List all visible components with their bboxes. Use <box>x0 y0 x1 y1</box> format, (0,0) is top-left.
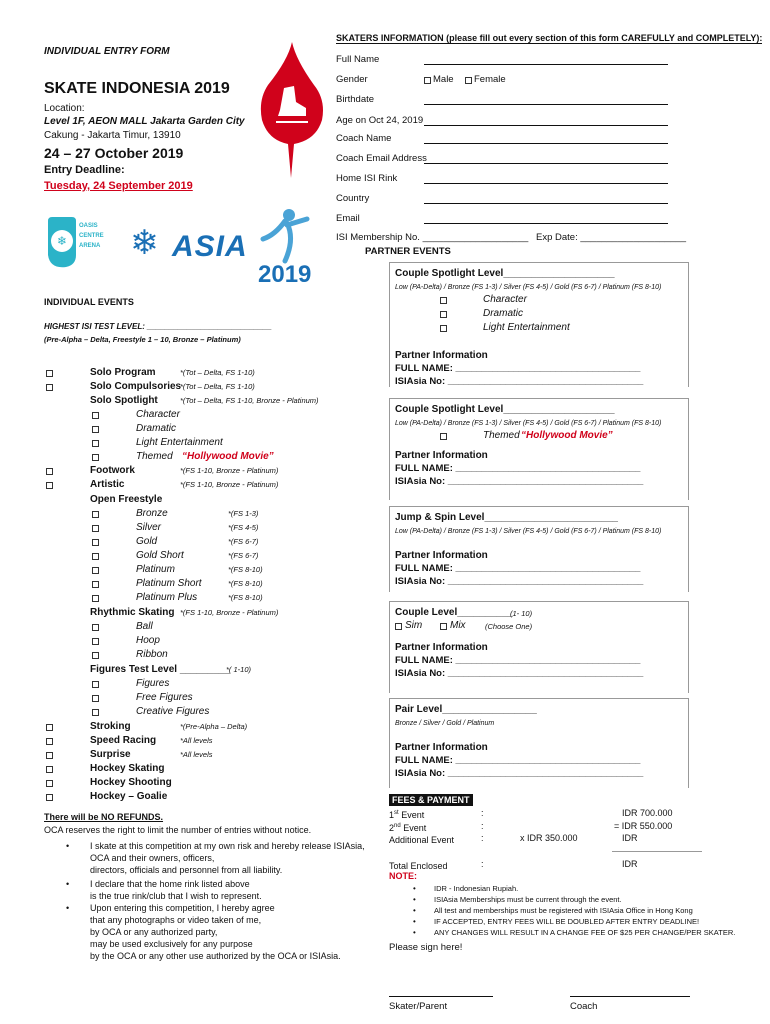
fee-amount: IDR <box>622 833 638 843</box>
event-label: Artistic <box>90 479 125 490</box>
gender-label: Gender <box>336 74 368 85</box>
event-checkbox[interactable] <box>92 681 99 688</box>
event-checkbox[interactable] <box>92 440 99 447</box>
partner-option-checkbox[interactable] <box>440 325 447 332</box>
partner-option-checkbox[interactable] <box>440 297 447 304</box>
event-label: Free Figures <box>136 692 193 703</box>
event-label: Bronze <box>136 508 168 519</box>
female-checkbox[interactable] <box>465 77 472 84</box>
email-label: Email <box>336 213 360 224</box>
snowflake-icon: ❄ <box>130 223 159 263</box>
event-checkbox[interactable] <box>92 539 99 546</box>
oasis-logo <box>44 215 106 270</box>
event-label: Silver <box>136 522 162 533</box>
fee-label-post: Event <box>398 810 425 820</box>
themed-label: Themed <box>483 430 520 441</box>
event-checkbox[interactable] <box>46 738 53 745</box>
event-checkbox[interactable] <box>92 709 99 716</box>
bullet-line: I skate at this competition at my own risk and hereby release ISIAsia, <box>90 841 365 851</box>
event-checkbox[interactable] <box>92 638 99 645</box>
event-note: *( 1-10) <box>226 665 252 674</box>
partner-info-title: Partner Information <box>395 450 488 461</box>
event-note: *(FS 8-10) <box>228 579 263 588</box>
event-label: Ball <box>136 621 153 632</box>
country-label: Country <box>336 193 370 204</box>
partner-box-levels: Low (PA-Delta) / Bronze (FS 1-3) / Silver (FS 4-5) / Gold (FS 6-7) / Platinum (FS 8-10) <box>395 420 662 427</box>
event-label: Solo Spotlight <box>90 395 158 406</box>
event-label: Dramatic <box>136 423 177 434</box>
event-label: Figures <box>136 678 170 689</box>
email-field[interactable] <box>424 223 668 224</box>
event-label: Hoop <box>136 635 160 646</box>
event-note: *All levels <box>180 736 213 745</box>
event-label: Figures Test Level _________ <box>90 664 230 675</box>
home-rink-field[interactable] <box>424 183 668 184</box>
event-label: Light Entertainment <box>136 437 223 448</box>
event-note: *All levels <box>180 750 213 759</box>
event-checkbox[interactable] <box>46 384 53 391</box>
bullet-line: by OCA or any authorized party, <box>90 927 218 937</box>
male-label: Male <box>433 74 454 85</box>
event-checkbox[interactable] <box>92 624 99 631</box>
coach-email-field[interactable] <box>424 163 668 164</box>
event-checkbox[interactable] <box>92 412 99 419</box>
note-label: NOTE: <box>389 871 417 881</box>
skate-drop-logo <box>258 40 326 180</box>
event-checkbox[interactable] <box>92 652 99 659</box>
event-note: *(FS 1-10, Bronze - Platinum) <box>180 608 279 617</box>
couple-level-note: (1- 10) <box>510 609 533 618</box>
country-field[interactable] <box>424 203 668 204</box>
event-note: *(FS 6-7) <box>228 537 259 546</box>
event-note: *(FS 4-5) <box>228 523 259 532</box>
bullet-line: by the OCA or any other use authorized by the OCA or ISIAsia. <box>90 951 341 961</box>
asia-wordmark: ASIA <box>172 230 248 263</box>
event-checkbox[interactable] <box>92 454 99 461</box>
fee-label-main: 2 <box>389 823 395 833</box>
event-checkbox[interactable] <box>46 370 53 377</box>
event-note: *(FS 8-10) <box>228 593 263 602</box>
partner-option-checkbox[interactable] <box>440 311 447 318</box>
partner-info-title: Partner Information <box>395 742 488 753</box>
bullet-line: OCA and their owners, officers, <box>90 853 215 863</box>
partner-full-name-field[interactable]: FULL NAME: ___________________________________ <box>395 363 641 374</box>
isi-asia-logo <box>130 205 325 300</box>
themed-extra: “Hollywood Movie” <box>182 451 274 462</box>
event-dates: 24 – 27 October 2019 <box>44 145 184 161</box>
partner-box-levels: Low (PA-Delta) / Bronze (FS 1-3) / Silver (FS 4-5) / Gold (FS 6-7) / Platinum (FS 8-10) <box>395 284 662 291</box>
sim-checkbox[interactable] <box>395 623 402 630</box>
event-label: Footwork <box>90 465 135 476</box>
event-label: Gold <box>136 536 158 547</box>
fee-note: IDR - Indonesian Rupiah. <box>434 884 519 893</box>
bullet-line: directors, officials and personnel from all liability. <box>90 865 283 875</box>
fee-label-sup: st <box>394 810 399 816</box>
fee-amount: = IDR 550.000 <box>614 821 673 831</box>
note-bullet: • <box>413 884 416 893</box>
bullet-dot: • <box>66 903 70 913</box>
fee-label-main: 1 <box>389 810 395 820</box>
full-name-field[interactable] <box>424 64 668 65</box>
deadline-label: Entry Deadline: <box>44 164 125 176</box>
full-name-label: Full Name <box>336 54 380 65</box>
fee-amount: IDR <box>622 859 638 869</box>
oasis-text-2: CENTRE <box>79 233 104 239</box>
birthdate-label: Birthdate <box>336 94 375 105</box>
coach-signature-line[interactable] <box>570 996 690 997</box>
male-checkbox[interactable] <box>424 77 431 84</box>
mix-checkbox[interactable] <box>440 623 447 630</box>
event-checkbox[interactable] <box>92 426 99 433</box>
fee-colon: : <box>481 833 484 843</box>
themed-extra: “Hollywood Movie” <box>521 430 613 441</box>
partner-info-title: Partner Information <box>395 550 488 561</box>
event-label: Themed <box>136 451 173 462</box>
oasis-text-3: ARENA <box>79 243 101 249</box>
event-label: Gold Short <box>136 550 184 561</box>
event-label: Hockey Shooting <box>90 777 172 788</box>
fee-total-divider <box>612 851 702 852</box>
fee-label-sup: nd <box>394 823 401 829</box>
partner-isiasia-field[interactable]: ISIAsia No: _____________________________________ <box>395 668 644 679</box>
event-note: *(Tot – Delta, FS 1-10) <box>180 382 255 391</box>
event-checkbox[interactable] <box>92 553 99 560</box>
oca-reserves: OCA reserves the right to limit the number of entries without notice. <box>44 825 312 835</box>
fee-colon: : <box>481 859 484 869</box>
event-label: Open Freestyle <box>90 494 163 505</box>
highest-level: HIGHEST ISI TEST LEVEL: ____________________________ <box>44 322 272 331</box>
coach-email-label: Coach Email Address <box>336 153 427 164</box>
partner-full-name-field[interactable]: FULL NAME: ___________________________________ <box>395 755 641 766</box>
bullet-line: is the true rink/club that I wish to represent. <box>90 891 262 901</box>
fee-note: All test and memberships must be registered with ISIAsia Office in Hong Kong <box>434 906 693 915</box>
partner-box-levels: Bronze / Silver / Gold / Platinum <box>395 720 495 727</box>
event-note: *(FS 6-7) <box>228 551 259 560</box>
refunds-notice: There will be NO REFUNDS. <box>44 812 164 822</box>
event-checkbox[interactable] <box>92 581 99 588</box>
fee-colon: : <box>481 821 484 831</box>
event-checkbox[interactable] <box>92 595 99 602</box>
fee-colon: : <box>481 808 484 818</box>
skater-signature-line[interactable] <box>389 996 493 997</box>
event-checkbox[interactable] <box>92 525 99 532</box>
exp-date-label: Exp Date: ____________________ <box>536 232 687 243</box>
event-checkbox[interactable] <box>46 724 53 731</box>
fee-multiplier: x IDR 350.000 <box>520 833 578 843</box>
fees-title: FEES & PAYMENT <box>389 794 473 806</box>
partner-box-title: Couple Spotlight Level____________________ <box>395 404 615 415</box>
partner-events-title: PARTNER EVENTS <box>365 246 451 257</box>
home-rink-label: Home ISI Rink <box>336 173 398 184</box>
event-label: Character <box>136 409 180 420</box>
event-note: *(Tot – Delta, FS 1-10, Bronze - Platinum) <box>180 396 319 405</box>
event-checkbox[interactable] <box>46 468 53 475</box>
partner-info-title: Partner Information <box>395 350 488 361</box>
partner-option-label: Character <box>483 294 527 305</box>
female-label: Female <box>474 74 506 85</box>
location-label: Location: <box>44 103 85 114</box>
partner-option-label: Dramatic <box>483 308 524 319</box>
note-bullet: • <box>413 928 416 937</box>
partner-box-title: Couple Level__________ <box>395 607 513 618</box>
fee-label-post: Event <box>400 823 427 833</box>
event-checkbox[interactable] <box>46 766 53 773</box>
partner-box-title: Couple Spotlight Level____________________ <box>395 268 615 279</box>
event-label: Creative Figures <box>136 706 210 717</box>
bullet-line: that any photographs or video taken of me, <box>90 915 262 925</box>
skater-icon <box>255 205 315 265</box>
address: Cakung - Jakarta Timur, 13910 <box>44 130 181 141</box>
individual-events-title: INDIVIDUAL EVENTS <box>44 297 134 307</box>
partner-box-levels: Low (PA-Delta) / Bronze (FS 1-3) / Silver (FS 4-5) / Gold (FS 6-7) / Platinum (FS 8-10) <box>395 528 662 535</box>
event-label: Surprise <box>90 749 131 760</box>
event-checkbox[interactable] <box>92 511 99 518</box>
form-title: INDIVIDUAL ENTRY FORM <box>44 46 170 57</box>
event-checkbox[interactable] <box>46 482 53 489</box>
partner-isiasia-field[interactable]: ISIAsia No: _____________________________________ <box>395 576 644 587</box>
level-range: (Pre-Alpha – Delta, Freestyle 1 – 10, Bronze – Platinum) <box>44 335 241 344</box>
partner-box-title: Jump & Spin Level________________________ <box>395 512 618 523</box>
event-note: *(FS 1-3) <box>228 509 259 518</box>
age-field[interactable] <box>424 125 668 126</box>
event-checkbox[interactable] <box>46 752 53 759</box>
event-checkbox[interactable] <box>46 794 53 801</box>
bullet-dot: • <box>66 879 70 889</box>
event-label: Platinum Plus <box>136 592 198 603</box>
coach-name-label: Coach Name <box>336 133 392 144</box>
venue: Level 1F, AEON MALL Jakarta Garden City <box>44 116 245 127</box>
fee-note: ISIAsia Memberships must be current through the event. <box>434 895 622 904</box>
event-label: Speed Racing <box>90 735 157 746</box>
bullet-line: I declare that the home rink listed above <box>90 879 250 889</box>
sim-label: Sim <box>405 620 423 631</box>
skater-parent-label: Skater/Parent <box>389 1001 448 1012</box>
fee-label-main: Total Enclosed <box>389 861 448 871</box>
skaters-info-title: SKATERS INFORMATION (please fill out every section of this form CAREFULLY and COMPLETELY): <box>336 33 763 43</box>
event-note: *(Tot – Delta, FS 1-10) <box>180 368 255 377</box>
event-label: Hockey Skating <box>90 763 165 774</box>
partner-option-label: Light Entertainment <box>483 322 570 333</box>
fee-amount: IDR 700.000 <box>622 808 673 818</box>
event-label: Solo Program <box>90 367 156 378</box>
mix-label: Mix <box>450 620 466 631</box>
svg-text:❄: ❄ <box>56 234 68 248</box>
event-label: Stroking <box>90 721 131 732</box>
fee-note: IF ACCEPTED, ENTRY FEES WILL BE DOUBLED AFTER ENTRY DEADLINE! <box>434 917 700 926</box>
bullet-line: Upon entering this competition, I hereby agree <box>90 903 275 913</box>
choose-one: (Choose One) <box>485 622 533 631</box>
event-label: Hockey – Goalie <box>90 791 168 802</box>
partner-info-title: Partner Information <box>395 642 488 653</box>
age-label: Age on Oct 24, 2019 <box>336 115 424 126</box>
event-label: Platinum <box>136 564 175 575</box>
event-label: Ribbon <box>136 649 168 660</box>
partner-isiasia-field[interactable]: ISIAsia No: _____________________________________ <box>395 376 644 387</box>
deadline-date: Tuesday, 24 September 2019 <box>44 180 193 192</box>
themed-checkbox[interactable] <box>440 433 447 440</box>
sign-here: Please sign here! <box>389 942 463 953</box>
event-checkbox[interactable] <box>92 567 99 574</box>
membership-label: ISI Membership No. ____________________ <box>336 232 529 243</box>
partner-isiasia-field[interactable]: ISIAsia No: _____________________________________ <box>395 476 644 487</box>
bullet-line: may be used exclusively for any purpose <box>90 939 253 949</box>
partner-box-title: Pair Level_________________ <box>395 704 537 715</box>
fee-label-main: Additional Event <box>389 835 455 845</box>
partner-full-name-field[interactable]: FULL NAME: ___________________________________ <box>395 655 641 666</box>
bullet-dot: • <box>66 841 70 851</box>
partner-full-name-field[interactable]: FULL NAME: ___________________________________ <box>395 463 641 474</box>
oasis-text-1: OASIS <box>79 223 98 229</box>
event-label: Solo Compulsories <box>90 381 182 392</box>
event-note: *(FS 1-10, Bronze - Platinum) <box>180 480 279 489</box>
fee-row-label <box>389 831 454 847</box>
note-bullet: • <box>413 895 416 904</box>
event-label: Rhythmic Skating <box>90 607 175 618</box>
note-bullet: • <box>413 906 416 915</box>
event-checkbox[interactable] <box>46 780 53 787</box>
coach-label: Coach <box>570 1001 598 1012</box>
partner-isiasia-field[interactable]: ISIAsia No: _____________________________________ <box>395 768 644 779</box>
note-bullet: • <box>413 917 416 926</box>
event-label: Platinum Short <box>136 578 202 589</box>
logo-year: 2019 <box>258 261 312 288</box>
event-note: *(FS 8-10) <box>228 565 263 574</box>
fee-note: ANY CHANGES WILL RESULT IN A CHANGE FEE OF $25 PER CHANGE/PER SKATER. <box>434 928 736 937</box>
partner-full-name-field[interactable]: FULL NAME: ___________________________________ <box>395 563 641 574</box>
event-checkbox[interactable] <box>92 695 99 702</box>
event-note: *(FS 1-10, Bronze - Platinum) <box>180 466 279 475</box>
event-title: SKATE INDONESIA 2019 <box>44 80 230 97</box>
coach-name-field[interactable] <box>424 143 668 144</box>
event-note: *(Pre-Alpha – Delta) <box>180 722 248 731</box>
birthdate-field[interactable] <box>424 104 668 105</box>
